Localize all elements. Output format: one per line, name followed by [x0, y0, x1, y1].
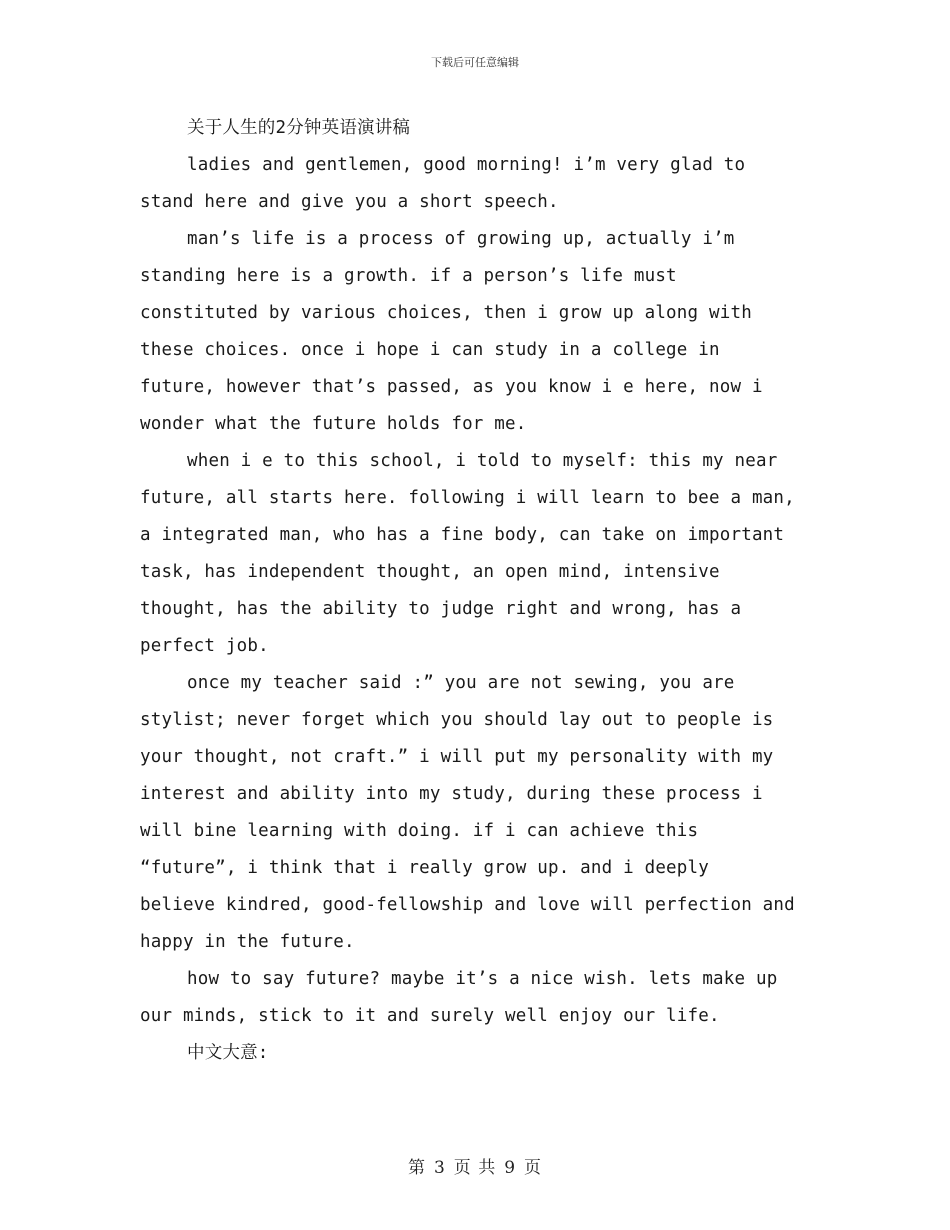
paragraph-line: stand here and give you a short speech.: [140, 192, 559, 212]
page-label-mid: 页 共: [453, 1158, 497, 1178]
paragraph-line: once my teacher said :” you are not sewing, you are: [187, 673, 735, 693]
paragraph-line: when i e to this school, i told to myself: this my near: [187, 451, 778, 471]
paragraph-line: thought, has the ability to judge right and wrong, has a: [140, 599, 742, 619]
paragraph-line: man’s life is a process of growing up, actually i’m: [187, 229, 735, 249]
document-title: 关于人生的2分钟英语演讲稿: [187, 118, 411, 138]
paragraph-line: future, however that’s passed, as you know i e here, now i: [140, 377, 763, 397]
paragraph-line: our minds, stick to it and surely well enjoy our life.: [140, 1006, 720, 1026]
paragraph-line: future, all starts here. following i will learn to bee a man,: [140, 488, 795, 508]
paragraph-3: [140, 443, 810, 665]
paragraph-line: happy in the future.: [140, 932, 355, 952]
paragraph-line: believe kindred, good-fellowship and love will perfection and: [140, 895, 795, 915]
paragraph-line: standing here is a growth. if a person’s life must: [140, 266, 677, 286]
page-label-suffix: 页: [524, 1158, 543, 1178]
page-label-prefix: 第: [407, 1158, 426, 1178]
paragraph-line: task, has independent thought, an open mind, intensive: [140, 562, 720, 582]
paragraph-line: interest and ability into my study, during these process i: [140, 784, 763, 804]
paragraph-line: will bine learning with doing. if i can achieve this: [140, 821, 699, 841]
paragraph-1: [140, 147, 810, 221]
paragraph-line: your thought, not craft.” i will put my personality with my: [140, 747, 774, 767]
closing-heading: 中文大意:: [187, 1043, 269, 1063]
paragraph-line: “future”, i think that i really grow up. and i deeply: [140, 858, 710, 878]
paragraph-line: how to say future? maybe it’s a nice wish. lets make up: [187, 969, 778, 989]
paragraph-5: [140, 961, 810, 1035]
total-pages-number: 9: [504, 1158, 517, 1178]
paragraph-line: wonder what the future holds for me.: [140, 414, 527, 434]
paragraph-line: these choices. once i hope i can study in a college in: [140, 340, 720, 360]
paragraph-line: perfect job.: [140, 636, 269, 656]
header-note: 下载后可任意编辑: [431, 56, 519, 69]
current-page-number: 3: [433, 1158, 446, 1178]
page-number-footer: [0, 1153, 950, 1178]
paragraph-line: constituted by various choices, then i grow up along with: [140, 303, 752, 323]
paragraph-line: a integrated man, who has a fine body, can take on important: [140, 525, 785, 545]
paragraph-line: ladies and gentlemen, good morning! i’m very glad to: [187, 155, 746, 175]
paragraph-line: stylist; never forget which you should lay out to people is: [140, 710, 774, 730]
document-body: [140, 110, 810, 1072]
paragraph-2: [140, 221, 810, 443]
paragraph-4: [140, 665, 810, 961]
